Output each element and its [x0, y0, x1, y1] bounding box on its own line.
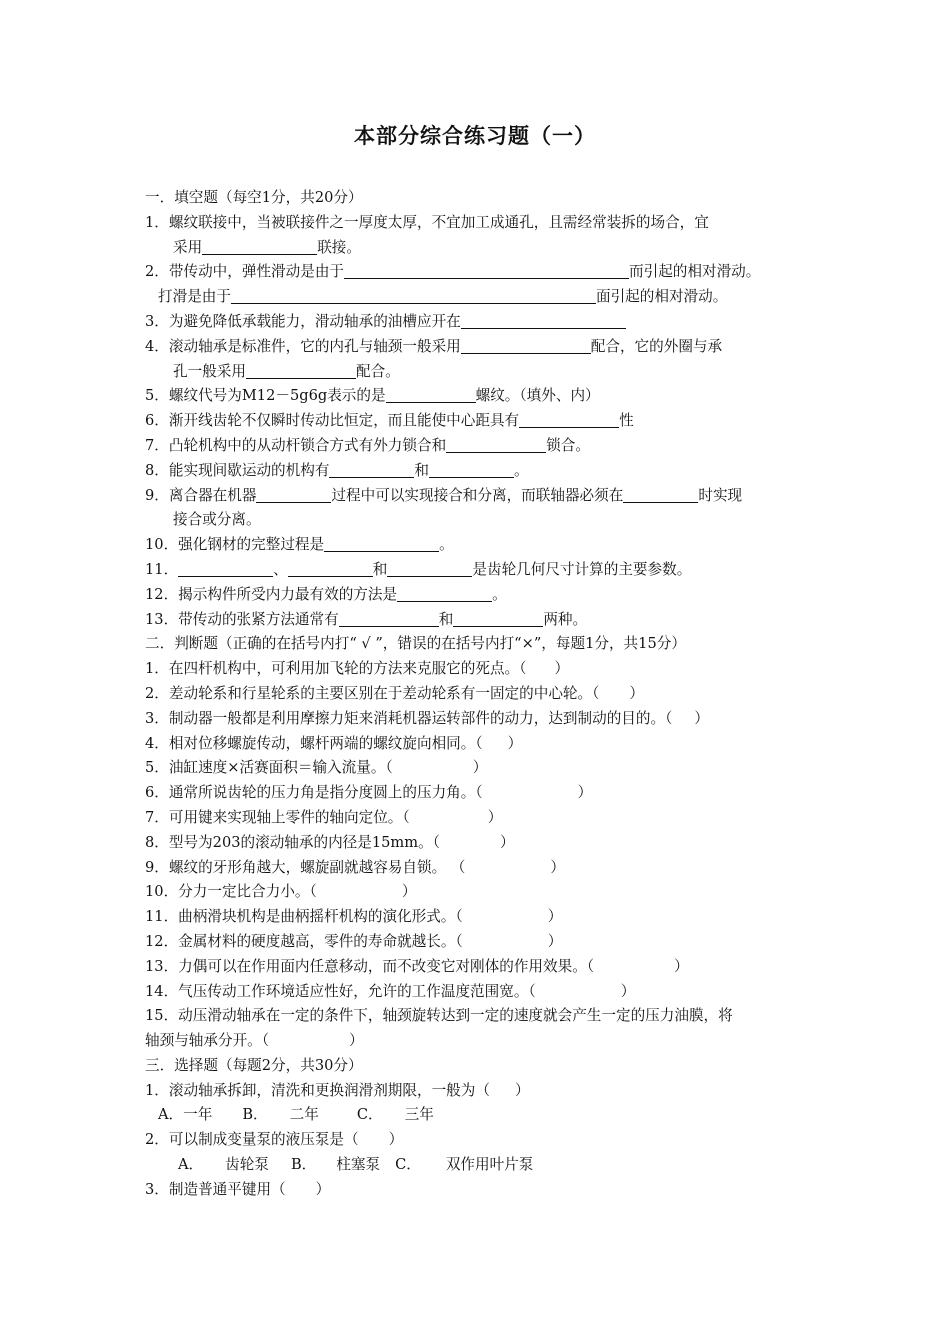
fill-blank: [446, 436, 546, 453]
fill-q9-line2: 接合或分离。: [173, 511, 261, 529]
fill-blank: [256, 486, 331, 503]
fill-blank: [324, 535, 439, 552]
fill-blank: [288, 560, 373, 577]
fill-blank: [246, 362, 356, 379]
fill-blank: [623, 486, 698, 503]
fill-blank: [453, 610, 543, 627]
page-title: 本部分综合练习题（一）: [354, 123, 596, 148]
judge-q9: 9．螺纹的牙形角越大，螺旋副就越容易自锁。 （ ）: [145, 858, 566, 876]
judge-q12: 12．金属材料的硬度越高，零件的寿命就越长。（ ）: [145, 932, 563, 950]
fill-blank: [339, 610, 439, 627]
fill-q3: 3．为避免降低承载能力，滑动轴承的油槽应开在: [145, 310, 815, 335]
choice-q2: 2．可以制成变量泵的液压泵是（ ）: [145, 1131, 404, 1149]
judge-q15-line2: 轴颈与轴承分开。（ ）: [145, 1032, 364, 1050]
judge-q10: 10．分力一定比合力小。（ ）: [145, 883, 417, 901]
fill-q5: 5．螺纹代号为M12－5g6g表示的是 螺纹。（填外、内）: [145, 387, 600, 405]
judge-q3: 3．制动器一般都是利用摩擦力矩来消耗机器运转部件的动力，达到制动的目的。（ ）: [145, 709, 709, 727]
fill-q6: 6．渐开线齿轮不仅瞬时传动比恒定，而且能使中心距具有 性: [145, 412, 634, 430]
fill-blank: [461, 337, 591, 354]
fill-blank: [231, 287, 596, 304]
fill-q7: 7．凸轮机构中的从动杆锁合方式有外力锁合和 锁合。: [145, 436, 590, 454]
judge-q8: 8．型号为203的滚动轴承的内径是15mm。（ ）: [145, 833, 515, 851]
fill-q9-line1: 9．离合器在机器 过程中可以实现接合和分离，而联轴器必须在 时实现: [145, 486, 743, 504]
judge-q15-line1: 15．动压滑动轴承在一定的条件下，轴颈旋转达到一定的速度就会产生一定的压力油膜，将: [145, 1007, 733, 1025]
section-2-heading: 二．判断题（正确的在括号内打“ √ ”，错误的在括号内打“×”，每题1分，共15分）: [145, 635, 686, 653]
section-1-heading: 一．填空题（每空1分，共20分）: [145, 189, 363, 206]
judge-q13: 13．力偶可以在作用面内任意移动，而不改变它对刚体的作用效果。（ ）: [145, 957, 689, 975]
fill-blank: [344, 262, 629, 279]
fill-q2-line1: 2．带传动中，弹性滑动是由于 而引起的相对滑动。: [145, 263, 761, 281]
judge-q2: 2．差动轮系和行星轮系的主要区别在于差动轮系有一固定的中心轮。（ ）: [145, 684, 645, 702]
fill-q2-line2: 打滑是由于 面引起的相对滑动。: [158, 288, 728, 306]
fill-q1-line2: 采用 联接。: [173, 238, 361, 256]
judge-q11: 11．曲柄滑块机构是曲柄摇杆机构的演化形式。（ ）: [145, 908, 563, 926]
fill-q12: 12．揭示构件所受内力最有效的方法是 。: [145, 585, 507, 603]
choice-q2-options: A． 齿轮泵 B． 柱塞泵 C． 双作用叶片泵: [178, 1156, 534, 1174]
fill-blank: [519, 411, 619, 428]
fill-q8: 8．能实现间歇运动的机构有 和 。: [145, 461, 529, 479]
exercise-content: [145, 186, 815, 1203]
judge-q4: 4．相对位移螺旋传动，螺杆两端的螺纹旋向相同。（ ）: [145, 734, 523, 752]
fill-q4-line1: 4．滚动轴承是标准件，它的内孔与轴颈一般采用 配合，它的外圈与承: [145, 337, 723, 355]
fill-q4-line2: 孔一般采用 配合。: [173, 362, 400, 380]
fill-blank: [178, 560, 273, 577]
fill-blank: [202, 238, 317, 255]
fill-blank: [386, 386, 476, 403]
judge-q1: 1．在四杆机构中，可利用加飞轮的方法来克服它的死点。（ ）: [145, 660, 570, 678]
fill-blank: [329, 461, 414, 478]
judge-q7: 7．可用键来实现轴上零件的轴向定位。（ ）: [145, 808, 503, 826]
fill-q11: 11． 、 和 是齿轮几何尺寸计算的主要参数。: [145, 560, 692, 578]
judge-q14: 14．气压传动工作环境适应性好，允许的工作温度范围宽。（ ）: [145, 982, 636, 1000]
fill-blank: [461, 312, 626, 329]
choice-q1: 1．滚动轴承拆卸，清洗和更换润滑剂期限，一般为（ ）: [145, 1081, 530, 1099]
fill-blank: [387, 560, 472, 577]
section-3-heading: 三．选择题（每题2分，共30分）: [145, 1056, 363, 1074]
judge-q6: 6．通常所说齿轮的压力角是指分度圆上的压力角。（ ）: [145, 784, 593, 802]
fill-blank: [397, 585, 492, 602]
choice-q1-options: A．一年 B． 二年 C． 三年: [158, 1106, 434, 1124]
fill-q13: 13．带传动的张紧方法通常有 和 两种。: [145, 610, 588, 628]
fill-blank: [429, 461, 514, 478]
fill-q1-line1: 1．螺纹联接中，当被联接件之一厚度太厚，不宜加工成通孔，且需经常装拆的场合，宜: [145, 213, 709, 231]
fill-q10: 10．强化钢材的完整过程是 。: [145, 536, 454, 554]
choice-q3: 3．制造普通平键用（ ）: [145, 1180, 331, 1198]
judge-q5: 5．油缸速度×活赛面积＝输入流量。（ ）: [145, 759, 488, 777]
